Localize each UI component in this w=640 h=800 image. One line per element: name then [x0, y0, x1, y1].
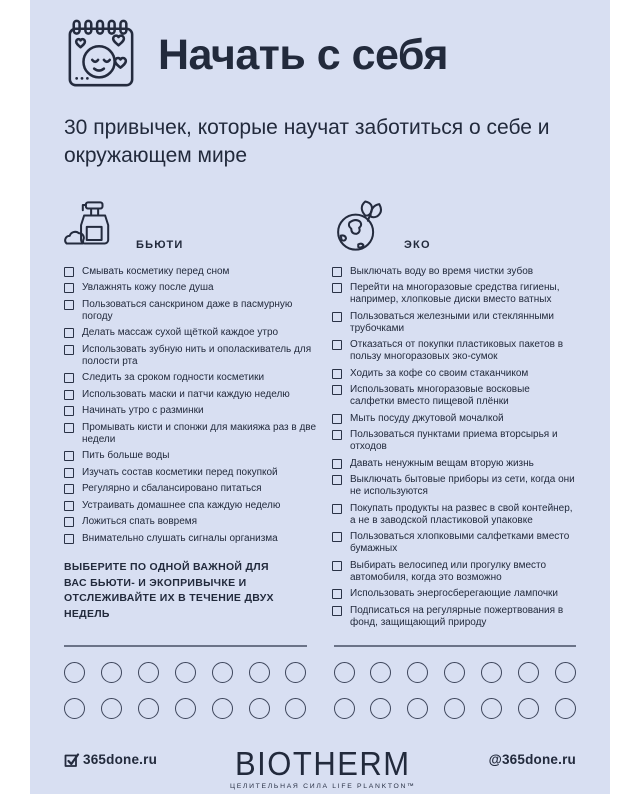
- checklist-item: [64, 299, 318, 323]
- tracker-row-1: [64, 662, 576, 683]
- day-circle[interactable]: [64, 698, 85, 719]
- beauty-checklist: [64, 266, 318, 550]
- checklist-item: [332, 282, 576, 306]
- checklist-item: [332, 311, 576, 335]
- item-checkbox[interactable]: [332, 340, 342, 350]
- biotherm-logo: BIOTHERM: [235, 744, 411, 783]
- item-checkbox[interactable]: [64, 451, 74, 461]
- item-checkbox[interactable]: [64, 534, 74, 544]
- item-label: Использовать многоразовые восковые салфетки вместо пищевой плёнки: [350, 384, 530, 408]
- checklist-item: [332, 339, 576, 363]
- day-circle[interactable]: [481, 662, 502, 683]
- day-circle[interactable]: [138, 662, 159, 683]
- day-circle[interactable]: [285, 698, 306, 719]
- checklist-item: [332, 605, 576, 629]
- day-circle[interactable]: [175, 698, 196, 719]
- item-checkbox[interactable]: [332, 504, 342, 514]
- day-circle[interactable]: [138, 698, 159, 719]
- day-circle[interactable]: [334, 698, 355, 719]
- item-label: Устраивать домашнее спа каждую неделю: [82, 499, 281, 511]
- day-circle[interactable]: [518, 662, 539, 683]
- item-checkbox[interactable]: [332, 267, 342, 277]
- divider-line: [334, 645, 577, 647]
- item-checkbox[interactable]: [64, 267, 74, 277]
- item-checkbox[interactable]: [332, 414, 342, 424]
- checklist-item: [332, 588, 576, 600]
- item-checkbox[interactable]: [64, 484, 74, 494]
- item-checkbox[interactable]: [64, 373, 74, 383]
- item-checkbox[interactable]: [64, 283, 74, 293]
- checklist-item: [64, 422, 318, 446]
- item-label: Выключать бытовые приборы из сети, когда они не используются: [350, 474, 575, 498]
- item-label: Смывать косметику перед сном: [82, 265, 230, 277]
- item-label: Покупать продукты на развес в свой контейнер, а не в заводской пластиковой упаковке: [350, 502, 573, 526]
- soap-dispenser-icon: [64, 198, 120, 254]
- day-circle[interactable]: [370, 662, 391, 683]
- item-checkbox[interactable]: [332, 532, 342, 542]
- item-checkbox[interactable]: [64, 501, 74, 511]
- checked-box-icon: [64, 752, 80, 768]
- beauty-section-label: БЬЮТИ: [136, 238, 184, 251]
- checklist-item: [64, 405, 318, 417]
- checklist-item: [332, 429, 576, 453]
- tracker-group: [334, 662, 577, 683]
- checklist-item: [64, 389, 318, 401]
- checklist-item: [332, 384, 576, 408]
- item-label: Пользоваться хлопковыми салфетками вместо бумажных: [350, 531, 570, 555]
- checklist-item: [64, 450, 318, 462]
- eco-section-header: [332, 196, 576, 254]
- item-label: Пить больше воды: [82, 450, 170, 462]
- item-checkbox[interactable]: [64, 345, 74, 355]
- footer-instagram-handle[interactable]: @365done.ru: [488, 751, 576, 767]
- calendar-face-icon: [64, 18, 138, 92]
- item-checkbox[interactable]: [64, 468, 74, 478]
- day-circle[interactable]: [444, 698, 465, 719]
- checklist-item: [332, 266, 576, 278]
- day-circle[interactable]: [407, 698, 428, 719]
- day-circle[interactable]: [101, 662, 122, 683]
- item-checkbox[interactable]: [64, 406, 74, 416]
- day-circle[interactable]: [334, 662, 355, 683]
- eco-section-label: ЭКО: [404, 238, 431, 251]
- header: [30, 0, 610, 92]
- footer-365done-link[interactable]: [64, 752, 157, 768]
- tracker-row-2: [64, 698, 576, 719]
- checklist-item: [64, 516, 318, 528]
- checklist-item: [332, 413, 576, 425]
- day-circle[interactable]: [444, 662, 465, 683]
- day-circle[interactable]: [370, 698, 391, 719]
- checklist-poster: [30, 0, 610, 794]
- item-checkbox[interactable]: [332, 475, 342, 485]
- item-label: Начинать утро с разминки: [82, 405, 204, 417]
- tracker-group: [64, 698, 307, 719]
- checklist-item: [64, 500, 318, 512]
- eco-checklist: [332, 266, 576, 634]
- day-circle[interactable]: [64, 662, 85, 683]
- brand-tagline: ЦЕЛИТЕЛЬНАЯ СИЛА LIFE PLANKTON™: [229, 782, 416, 790]
- tracker-group: [334, 698, 577, 719]
- item-label: Пользоваться санскрином даже в пасмурную погоду: [82, 298, 293, 322]
- day-circle[interactable]: [175, 662, 196, 683]
- day-circle[interactable]: [481, 698, 502, 719]
- item-label: Подписаться на регулярные пожертвования в фонд, защищающий природу: [350, 604, 564, 628]
- item-label: Выбирать велосипед или прогулку вместо автомобиля, когда это возможно: [350, 559, 547, 583]
- day-circle[interactable]: [555, 698, 576, 719]
- item-label: Делать массаж сухой щёткой каждое утро: [82, 327, 279, 339]
- day-circle[interactable]: [212, 698, 233, 719]
- item-label: Использовать маски и патчи каждую неделю: [82, 388, 290, 400]
- item-label: Использовать зубную нить и ополаскиватель для полости рта: [82, 343, 312, 367]
- earth-leaves-icon: [332, 198, 388, 254]
- item-label: Перейти на многоразовые средства гигиены, например, хлопковые диски вместо ватных: [350, 282, 560, 306]
- item-label: Внимательно слушать сигналы организма: [82, 532, 278, 544]
- item-label: Давать ненужным вещам вторую жизнь: [350, 457, 534, 469]
- subtitle: 30 привычек, которые научат заботиться о себе и окружающем мире: [64, 116, 550, 167]
- checklist-item: [332, 474, 576, 498]
- item-label: Отказаться от покупки пластиковых пакетов в пользу многоразовых эко-сумок: [350, 339, 564, 363]
- item-label: Следить за сроком годности косметики: [82, 372, 265, 384]
- checklist-item: [332, 531, 576, 555]
- item-checkbox[interactable]: [332, 606, 342, 616]
- checklist-item: [64, 282, 318, 294]
- item-label: Пользоваться пунктами приема вторсырья и отходов: [350, 429, 558, 453]
- checklist-item: [332, 503, 576, 527]
- checklist-item: [64, 372, 318, 384]
- item-label: Использовать энергосберегающие лампочки: [350, 588, 559, 600]
- brand-block: [229, 744, 416, 790]
- item-label: Изучать состав косметики перед покупкой: [82, 466, 278, 478]
- checklist-item: [64, 327, 318, 339]
- item-checkbox[interactable]: [332, 430, 342, 440]
- item-checkbox[interactable]: [332, 459, 342, 469]
- day-circle[interactable]: [249, 698, 270, 719]
- footer: [30, 719, 610, 790]
- item-checkbox[interactable]: [332, 312, 342, 322]
- divider-line: [64, 645, 307, 647]
- day-circle[interactable]: [555, 662, 576, 683]
- item-checkbox[interactable]: [332, 561, 342, 571]
- page-title: Начать с себя: [158, 30, 448, 79]
- item-checkbox[interactable]: [64, 423, 74, 433]
- item-label: Ходить за кофе со своим стаканчиком: [350, 367, 529, 379]
- item-label: Пользоваться железными или стеклянными трубочками: [350, 310, 555, 334]
- checklist-item: [332, 458, 576, 470]
- checklist-item: [64, 344, 318, 368]
- item-checkbox[interactable]: [64, 300, 74, 310]
- item-checkbox[interactable]: [332, 589, 342, 599]
- day-circle[interactable]: [101, 698, 122, 719]
- item-checkbox[interactable]: [64, 390, 74, 400]
- item-label: Промывать кисти и спонжи для макияжа раз в две недели: [82, 421, 317, 445]
- item-label: Ложиться спать вовремя: [82, 516, 198, 528]
- habit-columns: [30, 170, 610, 634]
- day-circle[interactable]: [212, 662, 233, 683]
- day-circle[interactable]: [285, 662, 306, 683]
- item-checkbox[interactable]: [64, 517, 74, 527]
- item-checkbox[interactable]: [332, 283, 342, 293]
- checklist-item: [64, 467, 318, 479]
- day-circle[interactable]: [249, 662, 270, 683]
- day-circle[interactable]: [407, 662, 428, 683]
- tracker-instruction: ВЫБЕРИТЕ ПО ОДНОЙ ВАЖНОЙ ДЛЯ ВАС БЬЮТИ- И ЭКОПРИВЫЧКЕ И ОТСЛЕЖИВАЙТЕ ИХ В ТЕЧЕНИЕ ДВУХ НЕДЕЛЬ: [64, 560, 274, 621]
- checklist-item: [332, 560, 576, 584]
- tracker-divider: [64, 645, 576, 647]
- item-checkbox[interactable]: [332, 369, 342, 379]
- beauty-section: [64, 196, 318, 634]
- tracker-group: [64, 662, 307, 683]
- day-circle[interactable]: [518, 698, 539, 719]
- checklist-item: [64, 266, 318, 278]
- item-label: Мыть посуду джутовой мочалкой: [350, 412, 504, 424]
- item-label: Увлажнять кожу после душа: [82, 282, 214, 294]
- item-label: Выключать воду во время чистки зубов: [350, 265, 534, 277]
- eco-section: [332, 196, 576, 634]
- item-checkbox[interactable]: [64, 328, 74, 338]
- checklist-item: [332, 368, 576, 380]
- item-checkbox[interactable]: [332, 385, 342, 395]
- checklist-item: [64, 483, 318, 495]
- footer-left-label: 365done.ru: [83, 752, 158, 768]
- checklist-item: [64, 533, 318, 545]
- item-label: Регулярно и сбалансировано питаться: [82, 483, 262, 495]
- beauty-section-header: [64, 196, 318, 254]
